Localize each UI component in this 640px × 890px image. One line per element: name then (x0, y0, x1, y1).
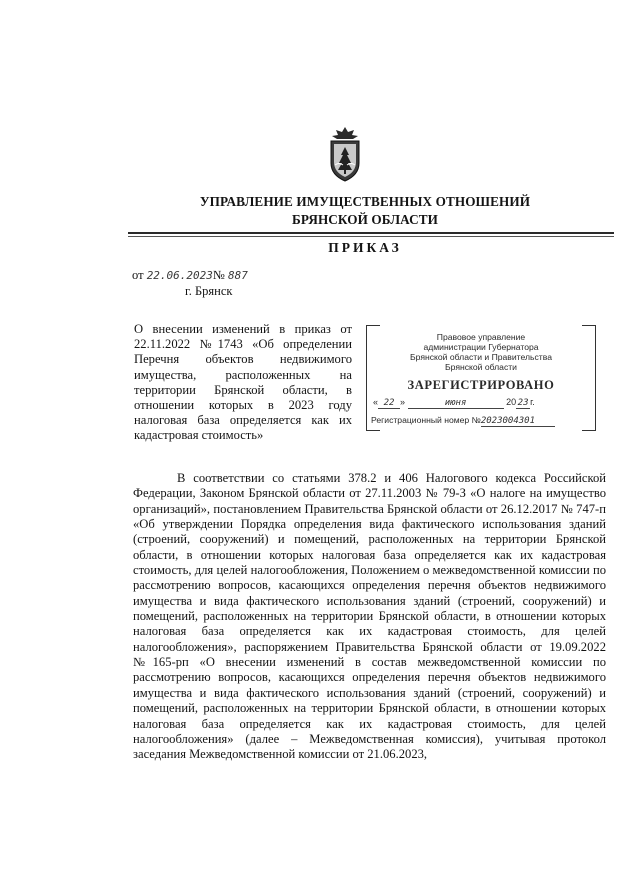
body-paragraph: В соответствии со статьями 378.2 и 406 Налогового кодекса Российской Федерации, Законом Брянской области от 27.11.2003 № 79-З «О налоге на имущество организаций», постановлением Правительства Брянской области от 26.12.2017 № 747-п «Об утверждении Порядка определения вида фактического использования зданий (строений, сооружений) и помещений, расположенных на территории Брянской области, в отношении которых налоговая база определяется как их кадастровая стоимость, для целей налогообложения, Положением о межведомственной комиссии по рассмотрению вопросов, касающихся определения перечня объектов недвижимого имущества и вида фактического использования зданий (строений, сооружений) и помещений, расположенных на территории Брянской области, в отношении которых налоговая база определяется как их кадастровая стоимость, для целей налогообложения», распоряжением Правительства Брянской области от 19.09.2022 №165-рп «О внесении изменений в состав межведомственной комиссии по рассмотрению вопросов, касающихся определения перечня объектов недвижимого имущества и вида фактического использования зданий (строений, сооружений) и помещений, расположенных на территории Брянской области, в отношении которых налоговая база определяется как их кадастровая стоимость, для целей налогообложения» (далее – Межведомственная комиссия), учитывая протокол заседания Межведомственной комиссии от 21.06.2023, (133, 471, 606, 762)
stamp-month: июня (408, 398, 504, 409)
stamp-line-4: Брянской области (445, 362, 517, 372)
org-line-2: БРЯНСКОЙ ОБЛАСТИ (292, 212, 438, 227)
stamp-registered: ЗАРЕГИСТРИРОВАНО (407, 378, 555, 392)
bryansk-coat-of-arms-icon (325, 125, 365, 183)
stamp-year: 23 (517, 398, 529, 408)
stamp-date-line: « 22 » июня 20 23 г. (373, 397, 535, 408)
city: г. Брянск (185, 284, 233, 298)
registration-stamp (366, 326, 596, 430)
order-body (133, 471, 606, 763)
document-type: ПРИКАЗ (328, 240, 402, 255)
organization-name (150, 193, 580, 229)
order-number: 887 (227, 269, 248, 282)
stamp-line-1: Правовое управление (436, 332, 526, 342)
header-rule-thin (128, 236, 614, 237)
header-rule-thick (128, 232, 614, 234)
order-subject (134, 322, 352, 444)
stamp-number-line (371, 415, 593, 427)
number-prefix: № (212, 268, 225, 282)
date-prefix: от (132, 268, 144, 282)
subject-text: О внесении изменений в приказ от 22.11.2022 №1743 «Об определении Перечня объектов недвижимого имущества, расположенных на территории Брянской области, в отношении которых в 2023 году налоговая база определяется как их кадастровая стоимость» (134, 322, 352, 443)
order-date-line (132, 268, 248, 283)
order-date: 22.06.2023 (146, 269, 213, 282)
org-line-1: УПРАВЛЕНИЕ ИМУЩЕСТВЕННЫХ ОТНОШЕНИЙ (199, 194, 531, 209)
stamp-reg-label: Регистрационный номер № (371, 415, 481, 425)
stamp-line-3: Брянской области и Правительства (410, 352, 552, 362)
stamp-day: 22 (378, 398, 400, 409)
stamp-reg-number: 2023004301 (481, 416, 555, 427)
stamp-line-2: администрации Губернатора (423, 342, 539, 352)
